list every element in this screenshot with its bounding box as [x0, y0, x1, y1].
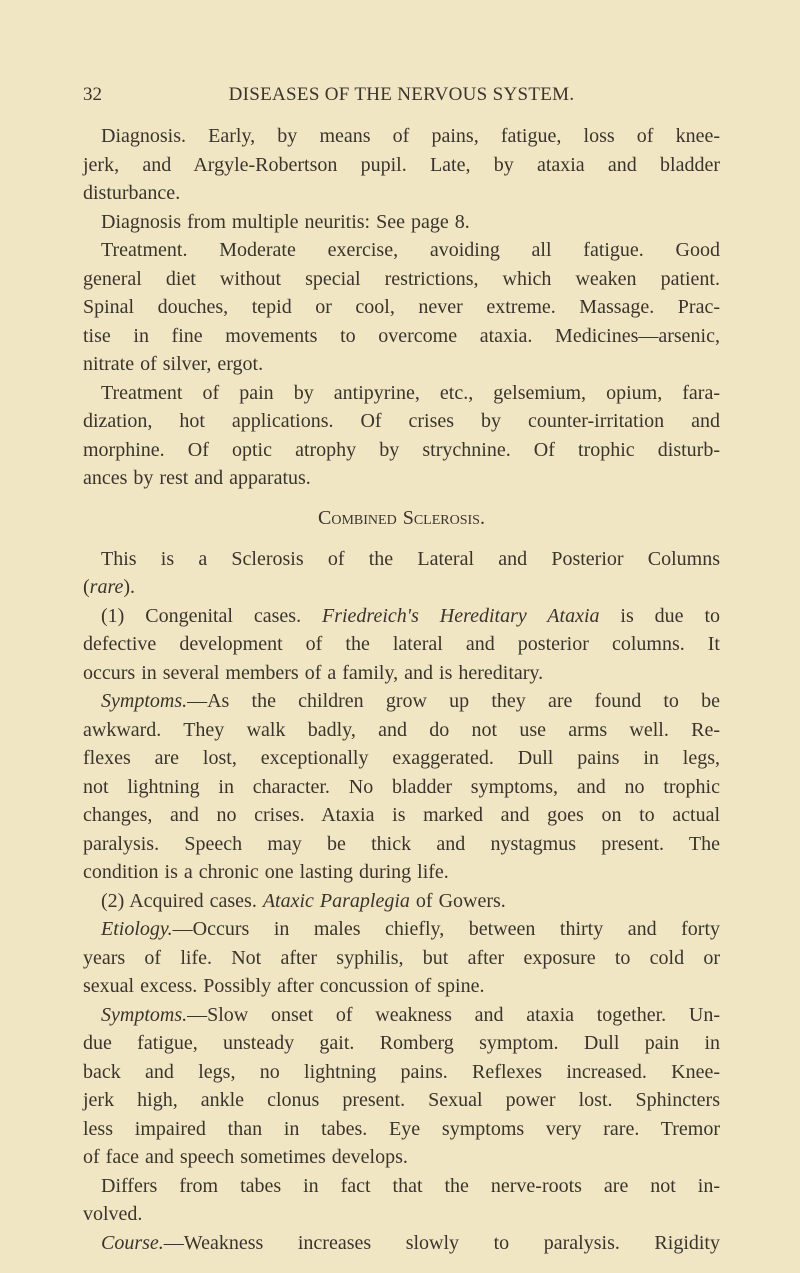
text-line	[83, 208, 720, 237]
text-segment: less impaired than in tabes. Eye symptoms very rare. Tremor	[83, 1117, 720, 1140]
text-segment: volved.	[83, 1203, 143, 1225]
text-line	[83, 322, 720, 351]
italic-text: Ataxic Paraplegia	[262, 889, 410, 912]
text-segment: ).	[123, 576, 136, 598]
text-segment: morphine. Of optic atrophy by strychnine. Of trophic disturb-	[83, 438, 720, 461]
text-line	[83, 350, 720, 379]
text-segment: —As the children grow up they are found to be	[187, 690, 720, 712]
section-heading	[83, 499, 720, 537]
text-segment: disturbance.	[83, 182, 181, 204]
text-line	[83, 1143, 720, 1172]
text-line	[83, 858, 720, 887]
text-line	[83, 379, 720, 408]
text-segment: (1) Congenital cases.	[101, 604, 322, 627]
text-segment: due fatigue, unsteady gait. Romberg symptom. Dull pain in	[83, 1032, 720, 1054]
text-segment: Diagnosis. Early, by means of pains, fatigue, loss of knee-	[101, 125, 720, 147]
text-segment: condition is a chronic one lasting during life.	[83, 861, 449, 883]
text-line	[83, 1086, 720, 1115]
text-line	[83, 1172, 720, 1201]
text-line	[83, 1229, 720, 1258]
text-segment: —Slow onset of weakness and ataxia together. Un-	[187, 1003, 720, 1026]
text-segment: Spinal douches, tepid or cool, never extreme. Massage. Prac-	[83, 296, 720, 318]
text-line	[83, 659, 720, 688]
text-line	[83, 602, 720, 631]
text-line	[83, 122, 720, 151]
text-segment: flexes are lost, exceptionally exaggerated. Dull pains in legs,	[83, 747, 720, 769]
text-segment: jerk, and Argyle-Robertson pupil. Late, by ataxia and bladder	[83, 153, 720, 176]
text-line	[83, 464, 720, 493]
text-line	[83, 972, 720, 1001]
text-segment: —Weakness increases slowly to paralysis. Rigidity	[163, 1231, 720, 1254]
text-segment: jerk high, ankle clonus present. Sexual power lost. Sphincters	[83, 1089, 720, 1111]
text-segment: nitrate of silver, ergot.	[83, 353, 264, 375]
italic-text: rare	[89, 576, 124, 598]
text-segment: changes, and no crises. Ataxia is marked and goes on to actual	[83, 804, 720, 826]
text-segment: Combined Sclerosis.	[318, 506, 485, 529]
text-line	[83, 887, 720, 916]
page-body	[83, 122, 720, 1257]
text-segment: ances by rest and apparatus.	[83, 467, 311, 489]
text-line	[83, 1200, 720, 1229]
text-segment: awkward. They walk badly, and do not use arms well. Re-	[83, 718, 720, 741]
text-segment: Treatment of pain by antipyrine, etc., gelsemium, opium, fara-	[101, 381, 720, 404]
text-segment: Treatment. Moderate exercise, avoiding all fatigue. Good	[101, 239, 720, 261]
italic-text: Symptoms.	[101, 1003, 188, 1026]
text-segment: —Occurs in males chiefly, between thirty and forty	[172, 918, 720, 940]
italic-text: Symptoms.	[101, 690, 188, 712]
page-number: 32	[83, 84, 102, 105]
text-segment: of Gowers.	[409, 889, 506, 912]
text-line	[83, 1115, 720, 1144]
running-header	[83, 84, 720, 110]
text-line	[83, 773, 720, 802]
text-line	[83, 151, 720, 180]
text-segment: (	[83, 576, 90, 598]
text-segment: years of life. Not after syphilis, but after exposure to cold or	[83, 946, 720, 969]
text-line	[83, 436, 720, 465]
text-segment: paralysis. Speech may be thick and nystagmus present. The	[83, 832, 720, 855]
text-segment: occurs in several members of a family, and is hereditary.	[83, 661, 544, 684]
text-line	[83, 1029, 720, 1058]
text-line	[83, 407, 720, 436]
text-line	[83, 545, 720, 574]
italic-text: Friedreich's Hereditary Ataxia	[322, 604, 600, 627]
text-segment: tise in fine movements to overcome ataxia. Medicines—arsenic,	[83, 324, 720, 347]
text-line	[83, 1058, 720, 1087]
text-segment: not lightning in character. No bladder symptoms, and no trophic	[83, 775, 720, 798]
text-line	[83, 573, 720, 602]
italic-text: Course.	[101, 1231, 164, 1254]
text-line	[83, 179, 720, 208]
text-segment: Differs from tabes in fact that the nerve-roots are not in-	[101, 1174, 720, 1197]
text-line	[83, 915, 720, 944]
text-segment: (2) Acquired cases.	[101, 889, 263, 912]
text-segment: back and legs, no lightning pains. Reflexes increased. Knee-	[83, 1060, 720, 1083]
text-line	[83, 293, 720, 322]
text-segment: sexual excess. Possibly after concussion of spine.	[83, 975, 485, 997]
italic-text: Etiology.	[101, 918, 173, 940]
text-line	[83, 830, 720, 859]
text-segment: dization, hot applications. Of crises by counter-irritation and	[83, 410, 720, 432]
text-line	[83, 944, 720, 973]
text-line	[83, 744, 720, 773]
text-segment: defective development of the lateral and posterior columns. It	[83, 633, 720, 655]
text-line	[83, 1001, 720, 1030]
text-line	[83, 801, 720, 830]
text-segment: This is a Sclerosis of the Lateral and Posterior Columns	[101, 547, 720, 570]
text-segment: Diagnosis from multiple neuritis: See page 8.	[101, 210, 470, 233]
text-line	[83, 716, 720, 745]
running-title: DISEASES OF THE NERVOUS SYSTEM.	[228, 84, 575, 105]
text-line	[83, 687, 720, 716]
text-line	[83, 630, 720, 659]
text-line	[83, 236, 720, 265]
text-segment: of face and speech sometimes develops.	[83, 1146, 408, 1168]
text-segment: general diet without special restrictions, which weaken patient.	[83, 267, 720, 290]
text-segment: is due to	[599, 604, 721, 627]
text-line	[83, 265, 720, 294]
